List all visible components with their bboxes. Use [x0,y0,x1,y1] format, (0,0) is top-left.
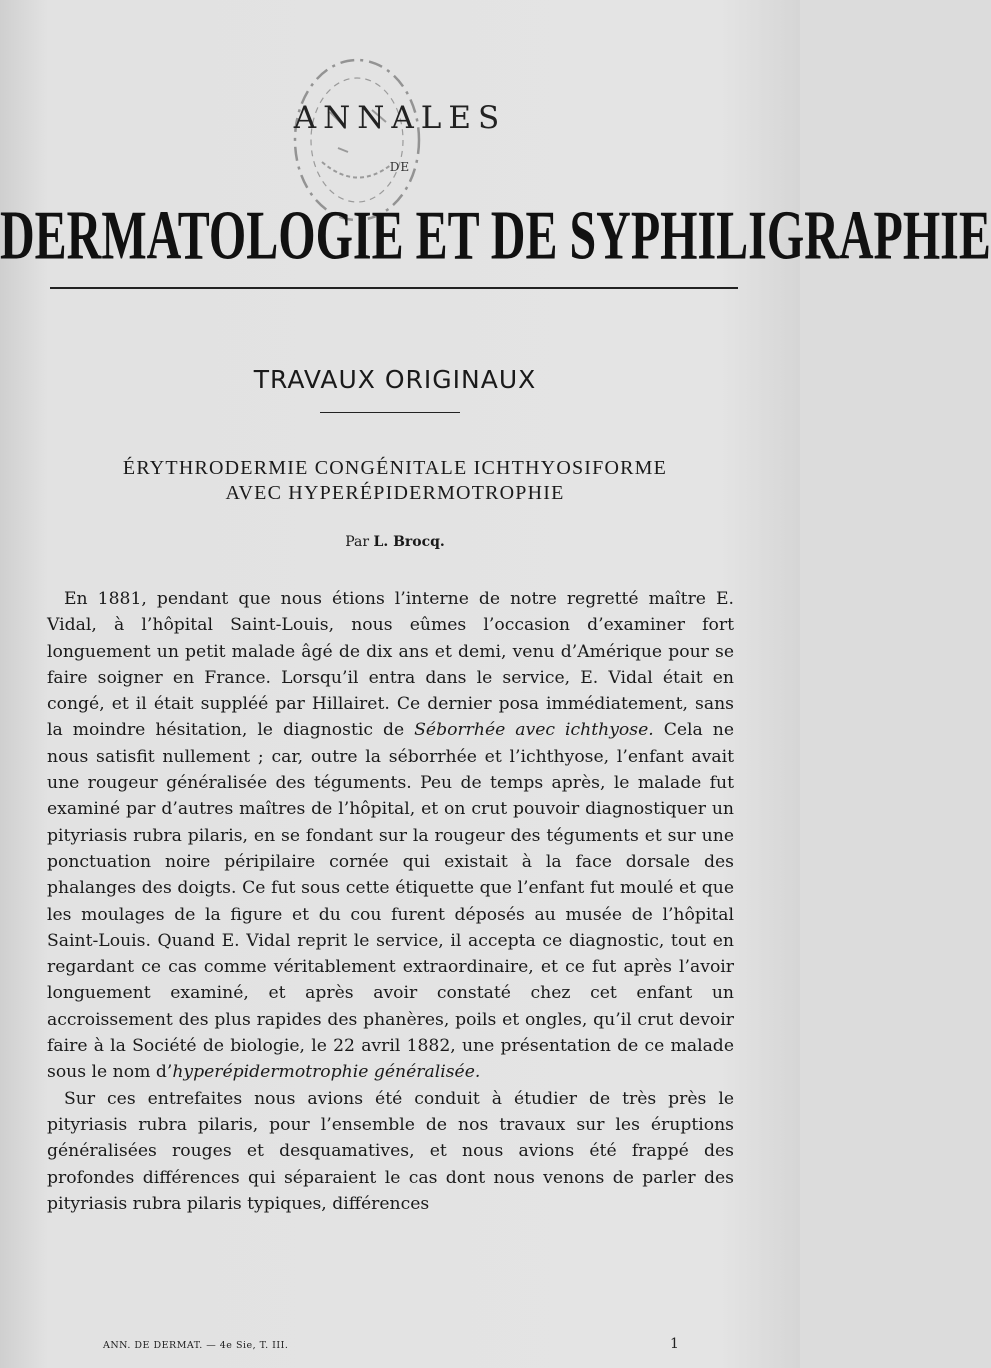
header-rule [50,287,738,289]
article-title-line1: ÉRYTHRODERMIE CONGÉNITALE ICHTHYOSIFORME [122,457,668,479]
paragraph-1-text-b: Cela ne nous satisfit nullement ; car, outre la séborrhée et l’ichthyose, l’enfant avait une rougeur généralisée des téguments. Peu de temps après, le malade fut examiné par d’autres maîtres de l’hôpital, et on crut pouvoir diagnostiquer un pityriasis rubra pilaris, en se fondant sur la rougeur des téguments et sur une ponctuation noire péripilaire cornée qui existait à la face dorsale des phalanges des doigts. Ce fut sous cette étiquette que l’enfant fut moulé et que les moulages de la figure et du cou furent déposés au musée de l’hôpital Saint-Louis. Quand E. Vidal reprit le service, il accepta ce diagnostic, tout en regardant ce cas comme véritablement extraordinaire, et ce fut après l’avoir longuement examiné, et après avoir constaté chez cet enfant un accroissement des plus rapides des phanères, poils et ongles, qu’il crut devoir faire à la Société de biologie, le 22 avril 1882, une présentation de ce malade sous le nom d’ [47,720,735,1083]
footer-citation: ANN. DE DERMAT. — 4e Sie, T. III. [103,1340,289,1351]
journal-title-de: DE [389,160,411,174]
paragraph-2: Sur ces entrefaites nous avions été conduit à étudier de très près le pityriasis rubra pilaris, pour l’ensemble de nos travaux sur les éruptions généralisées rouges et desquamatives, et nous avions été frappé des profondes différences qui séparaient le cas dont nous venons de parler des pityriasis rubra pilaris typiques, différences [47,1088,734,1214]
article-title [0,456,790,506]
article-title-line2: AVEC HYPERÉPIDERMOTROPHIE [225,482,565,504]
journal-title-line2: DERMATOLOGIE ET DE SYPHILIGRAPHIE [0,197,991,275]
paragraph-1-italic-b: hyperépidermotrophie généralisée. [172,1062,481,1083]
page-number: 1 [670,1336,679,1352]
section-rule [320,412,460,413]
byline [0,534,790,550]
paragraph-1-text-a: En 1881, pendant que nous étions l’interne de notre regretté maître E. Vidal, à l’hôpital Saint-Louis, nous eûmes l’occasion d’examiner fort longuement un petit malade âgé de dix ans et demi, venu d’Amérique pour se faire soigner en France. Lorsqu’il entra dans le service, E. Vidal était en congé, et il était suppléé par Hillairet. Ce dernier posa immédiatement, sans la moindre hésitation, le diagnostic de [47,589,734,741]
article-body [47,586,734,1217]
section-title: TRAVAUX ORIGINAUX [253,365,537,394]
byline-author: L. Brocq. [373,534,445,550]
journal-title-line1: ANNALES [293,100,507,136]
byline-prefix: Par [345,534,370,550]
paragraph-1 [47,586,734,1086]
paragraph-1-italic-a: Séborrhée avec ichthyose. [414,720,654,741]
